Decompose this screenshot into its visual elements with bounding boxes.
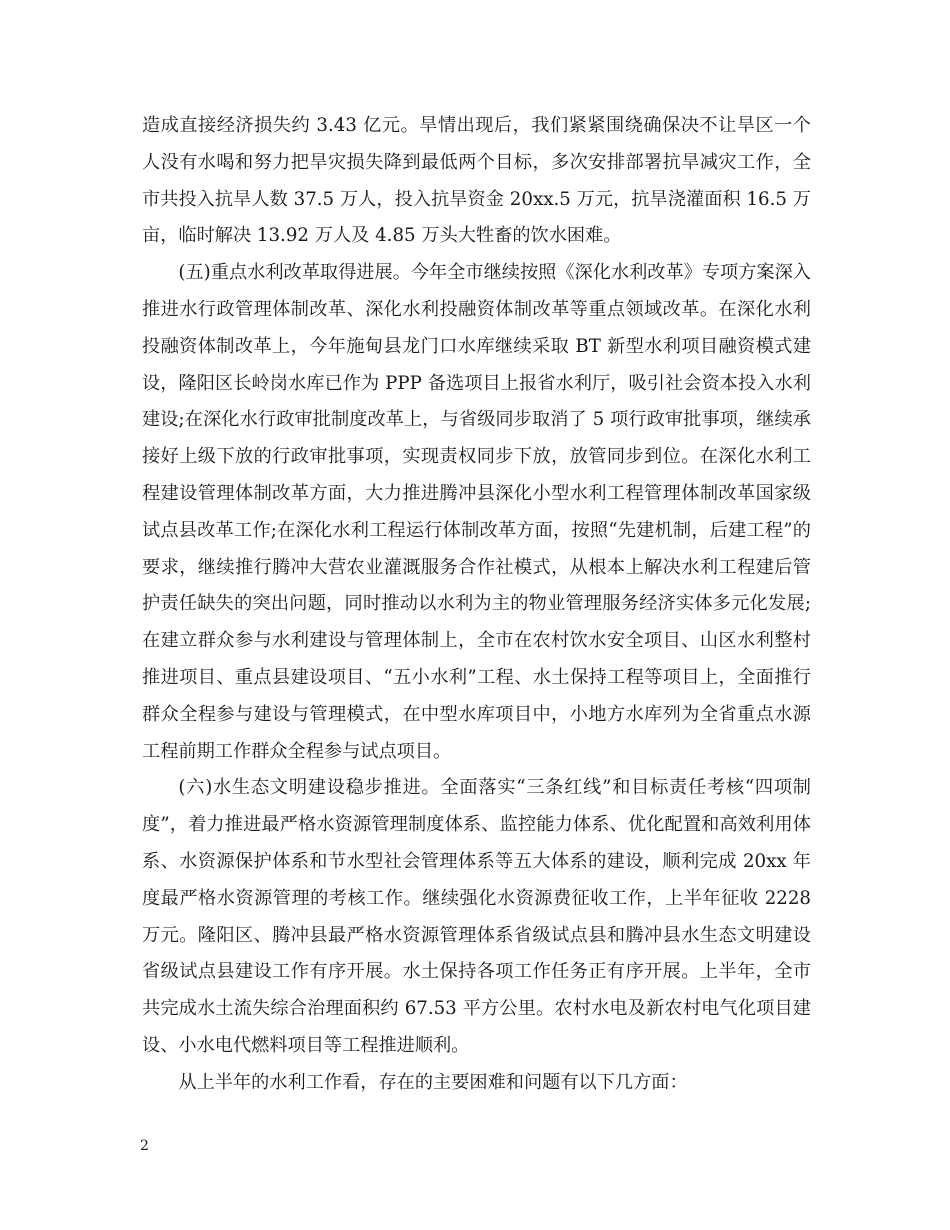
paragraph-water-ecology: (六)水生态文明建设稳步推进。全面落实“三条红线”和目标责任考核“四项制度”，着力推进最严格水资源管理制度体系、监控能力体系、优化配置和高效利用体系、水资源保护体系和节水型社会管理体系等五大体系的建设，顺利完成 20xx 年度最严格水资源管理的考核工作。继续强化水资源费征收工作，上半年征收 2228 万元。隆阳区、腾冲县最严格水资源管理体系省级试点县和腾冲县水生态文明建设省级试点县建设工作有序开展。水土保持各项工作任务正有序开展。上半年，全市共完成水土流失综合治理面积约 67.53 平方公里。农村水电及新农村电气化项目建设、小水电代燃料项目等工程推进顺利。 (142, 777, 811, 1056)
paragraph-water-reform: (五)重点水利改革取得进展。今年全市继续按照《深化水利改革》专项方案深入推进水行政管理体制改革、深化水利投融资体制改革等重点领域改革。在深化水利投融资体制改革上，今年施甸县龙门口水库继续采取 BT 新型水利项目融资模式建设，隆阳区长岭岗水库已作为 PPP 备选项目上报省水利厅，吸引社会资本投入水利建设;在深化水行政审批制度改革上，与省级同步取消了 5 项行政审批事项，继续承接好上级下放的行政审批事项，实现责权同步下放，放管同步到位。在深化水利工程建设管理体制改革方面，大力推进腾冲县深化小型水利工程管理体制改革国家级试点县改革工作;在深化水利工程运行体制改革方面，按照“先建机制，后建工程”的要求，继续推行腾冲大营农业灌溉服务合作社模式，从根本上解决水利工程建后管护责任缺失的突出问题，同时推动以水利为主的物业管理服务经济实体多元化发展;在建立群众参与水利建设与管理体制上，全市在农村饮水安全项目、山区水利整村推进项目、重点县建设项目、“五小水利”工程、水土保持工程等项目上，全面推行群众全程参与建设与管理模式，在中型水库项目中，小地方水库列为全省重点水源工程前期工作群众全程参与试点项目。 (142, 262, 811, 762)
document-body (142, 108, 811, 1102)
page-number: 2 (140, 1138, 149, 1154)
paragraph-problems-intro: 从上半年的水利工作看，存在的主要困难和问题有以下几方面： (178, 1071, 688, 1093)
paragraph-drought-losses: 造成直接经济损失约 3.43 亿元。旱情出现后，我们紧紧围绕确保决不让旱区一个人没有水喝和努力把旱灾损失降到最低两个目标，多次安排部署抗旱减灾工作，全市共投入抗旱人数 37.5 万人，投入抗旱资金 20xx.5 万元，抗旱浇灌面积 16.5 万亩，临时解决 13.92 万人及 4.85 万头大牲畜的饮水困难。 (142, 115, 811, 247)
